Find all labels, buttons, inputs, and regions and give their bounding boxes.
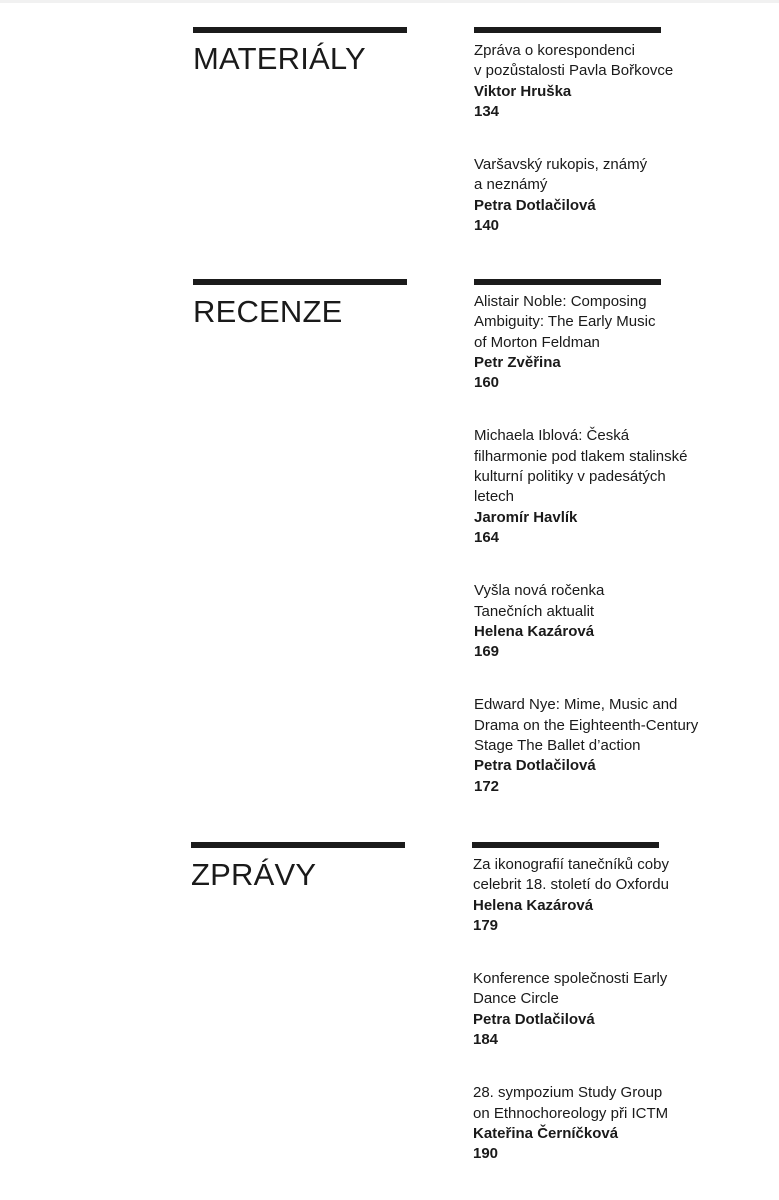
entry-list-zpravy <box>473 855 773 1198</box>
entry-author: Petr Zvěřina <box>474 353 561 371</box>
list-item <box>473 1083 773 1164</box>
list-item <box>474 695 774 796</box>
entry-title: 28. sympozium Study Group on Ethnochoreology při ICTM <box>473 1084 669 1122</box>
entry-list-materialy <box>474 41 774 269</box>
entry-title: Konference společnosti Early Dance Circle <box>473 970 668 1008</box>
entry-page-number: 169 <box>474 643 500 661</box>
section-rule-recenze <box>193 279 407 285</box>
section-title-materialy: MATERIÁLY <box>193 41 366 76</box>
entry-author: Helena Kazárová <box>474 622 595 640</box>
entry-author: Kateřina Černíčková <box>473 1124 619 1142</box>
entry-author: Viktor Hruška <box>474 82 572 100</box>
entries-rule-materialy <box>474 27 661 33</box>
list-item <box>474 292 774 393</box>
page-top-edge <box>0 0 779 3</box>
entry-author: Petra Dotlačilová <box>473 1010 595 1028</box>
list-item <box>473 855 773 936</box>
list-item <box>474 426 774 548</box>
entries-rule-recenze <box>474 279 661 285</box>
section-title-recenze: RECENZE <box>193 294 343 329</box>
entry-author: Petra Dotlačilová <box>474 757 596 775</box>
list-item <box>474 41 774 122</box>
entry-author: Petra Dotlačilová <box>474 196 596 214</box>
entries-rule-zpravy <box>472 842 659 848</box>
entry-page-number: 164 <box>474 528 500 546</box>
entry-page-number: 184 <box>473 1031 499 1049</box>
entry-title: Varšavský rukopis, známý a neznámý <box>474 156 648 194</box>
entry-page-number: 134 <box>474 102 500 120</box>
section-rule-zpravy <box>191 842 405 848</box>
entry-author: Helena Kazárová <box>473 896 594 914</box>
list-item <box>474 581 774 662</box>
entry-list-recenze <box>474 292 774 830</box>
entry-author: Jaromír Havlík <box>474 508 578 526</box>
entry-title: Edward Nye: Mime, Music and Drama on the Eighteenth-Century Stage The Ballet d’action <box>474 696 699 755</box>
entry-page-number: 190 <box>473 1145 499 1163</box>
list-item <box>473 969 773 1050</box>
entry-page-number: 172 <box>474 777 500 795</box>
list-item <box>474 155 774 236</box>
section-rule-materialy <box>193 27 407 33</box>
entry-title: Alistair Noble: Composing Ambiguity: The Early Music of Morton Feldman <box>474 293 656 351</box>
entry-page-number: 140 <box>474 217 500 235</box>
entry-title: Michaela Iblová: Česká filharmonie pod tlakem stalinské kulturní politiky v padesátých letech <box>474 427 688 506</box>
section-title-zpravy: ZPRÁVY <box>191 857 317 892</box>
entry-title: Za ikonografií tanečníků coby celebrit 18. století do Oxfordu <box>473 856 669 894</box>
entry-page-number: 160 <box>474 374 500 392</box>
entry-page-number: 179 <box>473 916 499 934</box>
entry-title: Vyšla nová ročenka Tanečních aktualit <box>474 582 605 620</box>
entry-title: Zpráva o korespondenci v pozůstalosti Pavla Bořkovce <box>474 42 674 80</box>
